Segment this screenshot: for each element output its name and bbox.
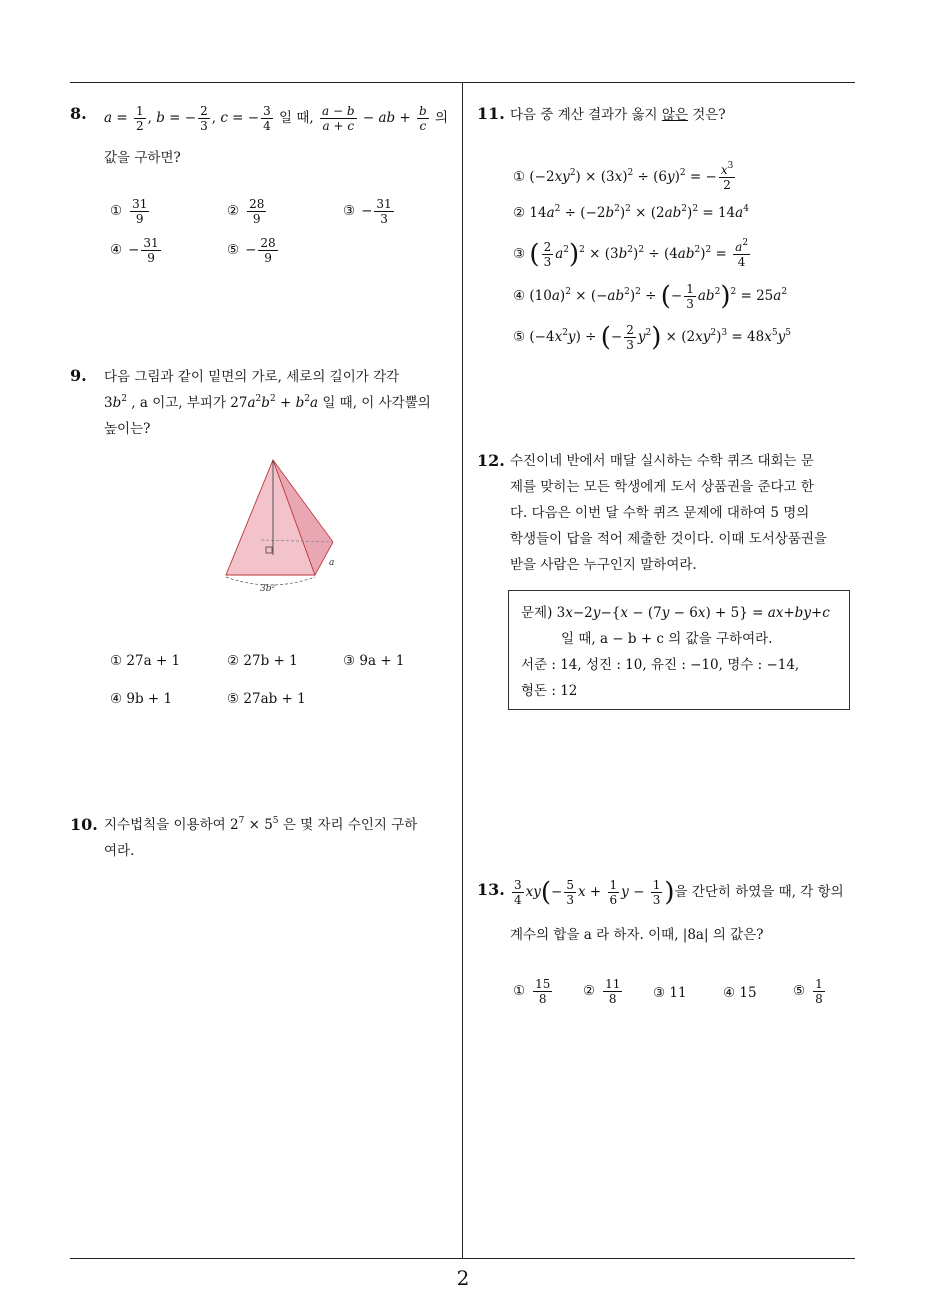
q8-option-2[interactable]: ② $\frac{28}{9}$ [227,197,265,226]
q12-line-5: 받을 사람은 누구인지 말하여라. [510,557,697,573]
q12-line-1: 수진이네 반에서 매달 실시하는 수학 퀴즈 대회는 문 [510,453,814,469]
q9-line3: 높이는? [104,421,151,437]
q8-number: 8. [70,104,87,123]
q9-line2: $3b^2$ , a 이고, 부피가 $27a^2b^2 + b^2a$ 일 때, 이 사각뿔의 [104,394,431,411]
q13-option-1[interactable]: ① $\frac{15}{8}$ [513,977,551,1006]
q12-line-3: 다. 다음은 이번 달 수학 퀴즈 문제에 대하여 5 명의 [510,505,810,521]
q11-option-4[interactable]: ④ $(10a)^2 \times (-ab^2)^2$ ÷ (− $\frac{1}{3}$ $ab^2)^2 = 25a^2$ [513,281,788,312]
q13-number: 13. [477,880,505,899]
q13-line1: $\frac{3}{4}$ xy(− $\frac{5}{3}$ x + $\frac{1}{6}$ y − $\frac{1}{3}$ )을 간단히 하였을 때, 각 항의 [514,877,844,908]
q9-option-1[interactable]: ① 27a + 1 [110,653,181,669]
q12-box-problem: 문제) 3x−2y−{x − (7y − 6x) + 5} = ax+by+c [521,605,830,621]
pyramid-label-bottom: 3b² [260,584,276,594]
q13-option-5[interactable]: ⑤ $\frac{1}{8}$ [793,977,823,1006]
q8-condition: a = $\frac{1}{2}$ , b = − $\frac{2}{3}$ , c = − $\frac{3}{4}$ 일 때, $\frac{a - b}{a + c}$ − ab + $\frac{b}{c}$ 의 [104,104,449,133]
q9-option-2[interactable]: ② 27b + 1 [227,653,298,669]
q11-option-3[interactable]: ③ ( $\frac{2}{3}$ $a^2)^2 \times (3b^2)^2 \div (4ab^2)^2$ = $\frac{a^2}{4}$ [513,238,749,270]
q8-option-1[interactable]: ① $\frac{31}{9}$ [110,197,148,226]
q13-line2: 계수의 합을 a 라 하자. 이때, |8a| 의 값은? [510,927,764,943]
q9-pyramid-figure [218,455,358,600]
q10-number: 10. [70,815,98,834]
q12-line-2: 제를 맞히는 모든 학생에게 도서 상품권을 준다고 한 [510,479,814,495]
q10-line2: 여라. [104,843,135,859]
q8-option-5[interactable]: ⑤ − $\frac{28}{9}$ [227,236,276,265]
q11-option-1[interactable]: ① $(-2xy^2) \times (3x)^2 \div (6y)^2$ = − $\frac{x^3}{2}$ [513,161,734,192]
q12-number: 12. [477,451,505,470]
q12-box-condition: 일 때, a − b + c 의 값을 구하여라. [561,631,773,647]
page-number: 2 [456,1266,470,1290]
q12-box-answers-1: 서준 : 14, 성진 : 10, 유진 : −10, 명수 : −14, [521,657,800,673]
q11-number: 11. [477,104,505,123]
q12-problem-box [508,590,850,710]
pyramid-label-side: a [329,558,335,568]
q9-option-3[interactable]: ③ 9a + 1 [343,653,405,669]
q11-stem: 다음 중 계산 결과가 옳지 않은 것은? [510,107,726,123]
q8-option-4[interactable]: ④ − $\frac{31}{9}$ [110,236,159,265]
q9-option-5[interactable]: ⑤ 27ab + 1 [227,691,306,707]
q11-option-2[interactable]: ② $14a^2 \div (-2b^2)^2 \times (2ab^2)^2 = 14a^4$ [513,204,749,221]
q13-option-2[interactable]: ② $\frac{11}{8}$ [583,977,621,1006]
q9-number: 9. [70,366,87,385]
q8-line2: 값을 구하면? [104,150,181,166]
q8-cond-end: 의 [435,110,449,126]
q12-box-answers-2: 형돈 : 12 [521,683,578,699]
q12-line-4: 학생들이 답을 적어 제출한 것이다. 이때 도서상품권을 [510,531,827,547]
q8-option-3[interactable]: ③ − $\frac{31}{3}$ [343,197,392,226]
q13-option-3[interactable]: ③ 11 [653,985,687,1001]
q9-option-4[interactable]: ④ 9b + 1 [110,691,173,707]
q9-line1: 다음 그림과 같이 밑면의 가로, 세로의 길이가 각각 [104,369,400,385]
q11-option-5[interactable]: ⑤ $(-4x^2y)$ ÷ (− $\frac{2}{3}$ $y^2) \times (2xy^2)^3 = 48x^5y^5$ [513,322,791,353]
column-divider [462,83,463,1259]
q10-line1: 지수법칙을 이용하여 $2^7 \times 5^5$ 은 몇 자리 수인지 구하 [104,816,418,833]
q13-option-4[interactable]: ④ 15 [723,985,757,1001]
q8-cond-mid: 일 때, [279,110,314,126]
